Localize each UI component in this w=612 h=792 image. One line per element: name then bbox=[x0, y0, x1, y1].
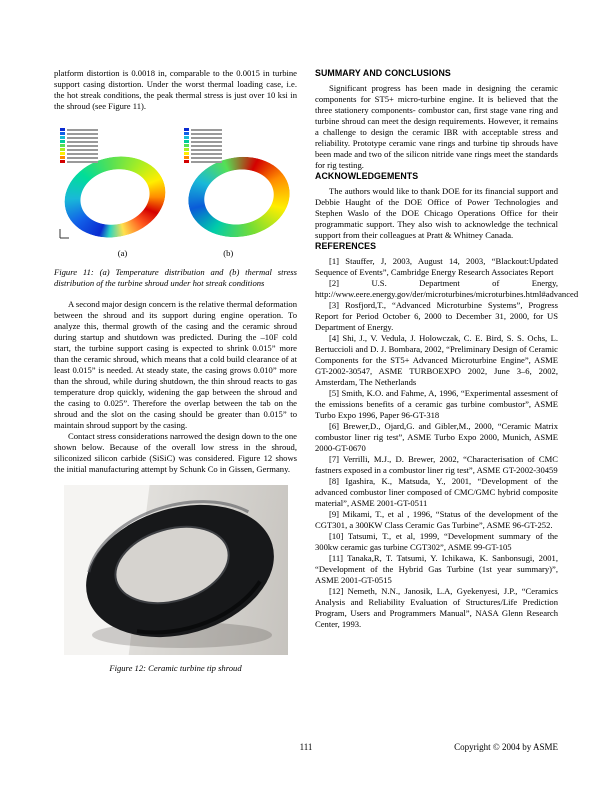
figure-12-photo bbox=[64, 485, 288, 655]
legend-swatch-row bbox=[60, 144, 98, 147]
two-column-layout bbox=[54, 68, 579, 674]
ceramic-shroud-ring-image bbox=[64, 485, 288, 655]
paragraph-platform-distortion: platform distortion is 0.0018 in, comparable to the 0.0015 in turbine support casing distortion. Under the worst thermal loading case, i.e. the hot streak conditions, the peak thermal stress is just over 10 ksi in the shroud (see Figure 11). bbox=[54, 68, 297, 111]
legend-swatch-row bbox=[60, 128, 98, 131]
paragraph-thermal-deformation: A second major design concern is the relative thermal deformation between the shroud and its support during engine operation. To analyze this, thermal growth of the casing and the ceramic shroud during startup and shutdown was predicted. During the –10F cold start, the turbine support casing is expected to shrink 0.015” more than the ceramic shroud, which means that a cold build clearance of at least 0.015” is needed. At steady state, the casing grows 0.010” more than the shroud, while during shutdown, the thin shroud reacts to gas temperature drop quickly, widening the gap between the shroud and the casing to 0.025”. Therefore the overlap between the tab on the shroud and the slot on the casing should be greater than 0.015” to maintain shroud support by the casing. bbox=[54, 299, 297, 430]
reference-item: [6] Brewer,D., Ojard,G. and Gibler,M., 2000, “Ceramic Matrix combustor liner rig test”, ASME Turbo Expo 2000, Munich, ASME 2000-GT-0670 bbox=[315, 421, 558, 453]
legend-swatch-row bbox=[184, 132, 222, 135]
reference-item: [11] Tanaka,R, T. Tatsumi, Y. Ichikawa, K. Sanbonsugi, 2001, “Development of the Hybrid Gas Turbine (1st year summary)”, ASME 2001-GT-0515 bbox=[315, 553, 558, 585]
figure-11 bbox=[54, 120, 297, 246]
contour-legend-a bbox=[58, 122, 100, 165]
legend-swatch-row bbox=[184, 128, 222, 131]
legend-swatch-row bbox=[60, 156, 98, 159]
figure-11a-label: (a) bbox=[117, 248, 128, 258]
legend-swatch-row bbox=[184, 144, 222, 147]
summary-paragraph: Significant progress has been made in designing the ceramic components for ST5+ micro-turbine engine. It is believed that the three stationery components- combustor can, first stage vane ring and turbine shroud can meet the design requirements. However, it remains a challenge to design the ceramic IBR with acceptable stress and reliability. Prototype ceramic vane rings and turbine tip shrouds have been made and two of the silicon nitride vane rings meet the standards for rig testing. bbox=[315, 83, 558, 170]
figure-11-sublabels bbox=[54, 248, 297, 259]
legend-swatch-row bbox=[184, 152, 222, 155]
legend-swatch-row bbox=[60, 148, 98, 151]
summary-heading: SUMMARY AND CONCLUSIONS bbox=[315, 68, 451, 78]
figure-12-caption: Figure 12: Ceramic turbine tip shroud bbox=[109, 663, 242, 673]
figure-11b-contour-plot bbox=[180, 120, 296, 246]
reference-item: [8] Igashira, K., Matsuda, Y., 2001, “Development of the advanced combustor liner composed of CMC/GMC hybrid composite material”, ASME 2001-GT-0511 bbox=[315, 476, 558, 508]
copyright-notice: Copyright © 2004 by ASME bbox=[454, 742, 558, 752]
reference-item: [9] Mikami, T., et al , 1996, “Status of the development of the CGT301, a 300KW Class Ceramic Gas Turbine”, ASME 96-GT-252. bbox=[315, 509, 558, 530]
page-footer bbox=[54, 742, 558, 754]
legend-swatch-row bbox=[184, 148, 222, 151]
acknowledgements-paragraph: The authors would like to thank DOE for its financial support and Debbie Haught of the DOE Office of Power Technologies and Stephen Waslo of the DOE Chicago Operations Office for their programmatic support. They also wish to acknowledge the technical support from their colleagues at Pratt & Whitney Canada. bbox=[315, 186, 558, 240]
reference-item: [12] Nemeth, N.N., Janosik, L.A, Gyekenyesi, J.P., “Ceramics Analysis and Reliability Evaluation of Structures/Life Prediction Program, Users and Programmers Manual”, NASA Glenn Research Center, 1993. bbox=[315, 586, 558, 629]
figure-11a-contour-plot bbox=[56, 120, 172, 246]
contour-legend-b bbox=[182, 122, 224, 165]
right-column bbox=[315, 68, 579, 674]
reference-item: [1] Stauffer, J, 2003, August 14, 2003, “Blackout:Updated Sequence of Events”, Cambridge Energy Research Associates Report bbox=[315, 256, 558, 277]
legend-swatch-row bbox=[60, 160, 98, 163]
axis-triad-icon bbox=[58, 226, 72, 240]
reference-item: [3] Rosfjord,T., “Advanced Microturbine Systems”, Progress Report for Period October 6, 2000 to December 31, 2000, for US Department of Energy. bbox=[315, 300, 558, 332]
acknowledgements-heading: ACKNOWLEDGEMENTS bbox=[315, 171, 419, 181]
reference-item: [7] Verrilli, M.J., D. Brewer, 2002, “Characterisation of CMC fastners exposed in a combustor liner rig test”, ASME GT-2002-30459 bbox=[315, 454, 558, 475]
reference-item: [10] Tatsumi, T., et al, 1999, “Development summary of the 300kw ceramic gas turbine CGT302”, ASME 99-GT-105 bbox=[315, 531, 558, 552]
legend-swatch-row bbox=[60, 132, 98, 135]
legend-swatch-row bbox=[60, 140, 98, 143]
figure-11b-label: (b) bbox=[223, 248, 234, 258]
reference-item: [4] Shi, J., V. Vedula, J. Holowczak, C. E. Bird, S. S. Ochs, L. Bertuccioli and D. J. Bombara, 2002, “Preliminary Design of Ceramic Components for the ST5+ Advanced Microturbine Engine”, ASME GT-2002-30547, ASME TURBOEXPO 2002, June 3–6, 2002, Amsterdam, The Netherlands bbox=[315, 333, 558, 387]
legend-swatch-row bbox=[60, 136, 98, 139]
paragraph-contact-stress: Contact stress considerations narrowed the design down to the one shown below. Because of the overall low stress in the shroud, siliconized silicon carbide (SiSiC) was considered. Figure 12 shows the initial manufacturing attempt by Schunk Co in Gissen, Germany. bbox=[54, 431, 297, 474]
references-heading: REFERENCES bbox=[315, 241, 377, 251]
figure-11-caption: Figure 11: (a) Temperature distribution and (b) thermal stress distribution of the turbine shroud under hot streak conditions bbox=[54, 267, 297, 288]
reference-item: [2] U.S. Department of Energy, http://www.eere.energy.gov/der/microturbines/microturbines.html#advanced bbox=[315, 278, 579, 299]
legend-swatch-row bbox=[184, 160, 222, 163]
reference-item: [5] Smith, K.O. and Fahme, A, 1996, “Experimental assesment of the emissions benefits of a ceramic gas turbine combustor”, ASME Turbo Expo 1996, Paper 96-GT-318 bbox=[315, 388, 558, 420]
left-column bbox=[54, 68, 297, 674]
legend-swatch-row bbox=[60, 152, 98, 155]
legend-swatch-row bbox=[184, 140, 222, 143]
legend-swatch-row bbox=[184, 156, 222, 159]
page-number: 111 bbox=[299, 742, 313, 752]
legend-swatch-row bbox=[184, 136, 222, 139]
